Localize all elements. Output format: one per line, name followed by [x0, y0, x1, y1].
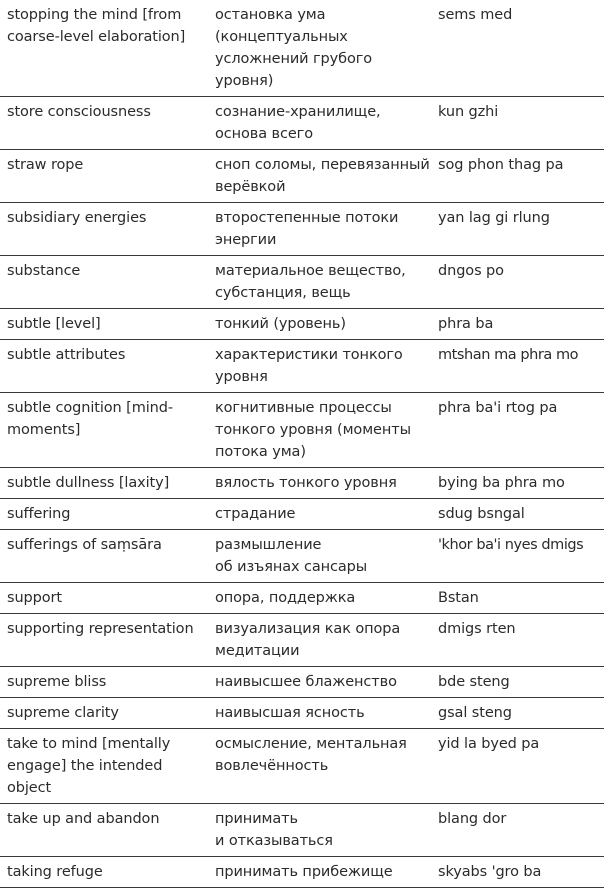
tibetan-term: blang dor: [431, 804, 604, 857]
english-term: stopping the mind [from coarse-level elaboration]: [0, 0, 208, 97]
table-row: [0, 340, 604, 393]
russian-term: размышление об изъянах сансары: [208, 530, 431, 583]
tibetan-term: phra ba: [431, 309, 604, 340]
table-row: [0, 857, 604, 888]
english-term: suffering: [0, 499, 208, 530]
russian-term: когнитивные процессы тонкого уровня (моменты потока ума): [208, 393, 431, 468]
english-term: supreme bliss: [0, 667, 208, 698]
table-row: [0, 530, 604, 583]
russian-term: принимать прибежище: [208, 857, 431, 888]
english-term: subtle cognition [mind-moments]: [0, 393, 208, 468]
tibetan-term: gsal steng: [431, 698, 604, 729]
english-term: take up and abandon: [0, 804, 208, 857]
russian-term: сноп соломы, перевязанный верёвкой: [208, 150, 431, 203]
table-row: [0, 729, 604, 804]
russian-term: наивысшее блаженство: [208, 667, 431, 698]
russian-term: второстепенные потоки энергии: [208, 203, 431, 256]
english-term: sufferings of saṃsāra: [0, 530, 208, 583]
english-term: take to mind [mentally engage] the intended object: [0, 729, 208, 804]
russian-term: наивысшая ясность: [208, 698, 431, 729]
russian-term: вялость тонкого уровня: [208, 468, 431, 499]
tibetan-term: 'khor ba'i nyes dmigs: [431, 530, 604, 583]
table-row: [0, 203, 604, 256]
table-row: [0, 0, 604, 97]
english-term: substance: [0, 256, 208, 309]
russian-term: тонкий (уровень): [208, 309, 431, 340]
tibetan-term: sems med: [431, 0, 604, 97]
table-row: [0, 804, 604, 857]
tibetan-term: sdug bsngal: [431, 499, 604, 530]
russian-term: опора, поддержка: [208, 583, 431, 614]
english-term: support: [0, 583, 208, 614]
table-row: [0, 614, 604, 667]
russian-term: остановка ума (концептуальных усложнений грубого уровня): [208, 0, 431, 97]
russian-term: характеристики тонкого уровня: [208, 340, 431, 393]
russian-term: страдание: [208, 499, 431, 530]
tibetan-term: kun gzhi: [431, 97, 604, 150]
table-row: [0, 97, 604, 150]
table-row: [0, 667, 604, 698]
tibetan-term: dmigs rten: [431, 614, 604, 667]
english-term: supporting representation: [0, 614, 208, 667]
english-term: subtle dullness [laxity]: [0, 468, 208, 499]
english-term: subtle attributes: [0, 340, 208, 393]
table-row: [0, 150, 604, 203]
table-row: [0, 499, 604, 530]
table-row: [0, 468, 604, 499]
tibetan-term: phra ba'i rtog pa: [431, 393, 604, 468]
table-row: [0, 256, 604, 309]
table-row: [0, 393, 604, 468]
russian-term: осмысление, ментальная вовлечённость: [208, 729, 431, 804]
tibetan-term: bde steng: [431, 667, 604, 698]
table-row: [0, 698, 604, 729]
table-row: [0, 309, 604, 340]
russian-term: материальное вещество, субстанция, вещь: [208, 256, 431, 309]
english-term: subtle [level]: [0, 309, 208, 340]
english-term: subsidiary energies: [0, 203, 208, 256]
tibetan-term: dngos po: [431, 256, 604, 309]
english-term: store consciousness: [0, 97, 208, 150]
russian-term: принимать и отказываться: [208, 804, 431, 857]
tibetan-term: yan lag gi rlung: [431, 203, 604, 256]
tibetan-term: skyabs 'gro ba: [431, 857, 604, 888]
english-term: supreme clarity: [0, 698, 208, 729]
tibetan-term: bying ba phra mo: [431, 468, 604, 499]
russian-term: сознание-хранилище, основа всего: [208, 97, 431, 150]
english-term: straw rope: [0, 150, 208, 203]
tibetan-term: mtshan ma phra mo: [431, 340, 604, 393]
tibetan-term: yid la byed pa: [431, 729, 604, 804]
table-row: [0, 583, 604, 614]
tibetan-term: sog phon thag pa: [431, 150, 604, 203]
english-term: taking refuge: [0, 857, 208, 888]
tibetan-term: Bstan: [431, 583, 604, 614]
russian-term: визуализация как опора медитации: [208, 614, 431, 667]
